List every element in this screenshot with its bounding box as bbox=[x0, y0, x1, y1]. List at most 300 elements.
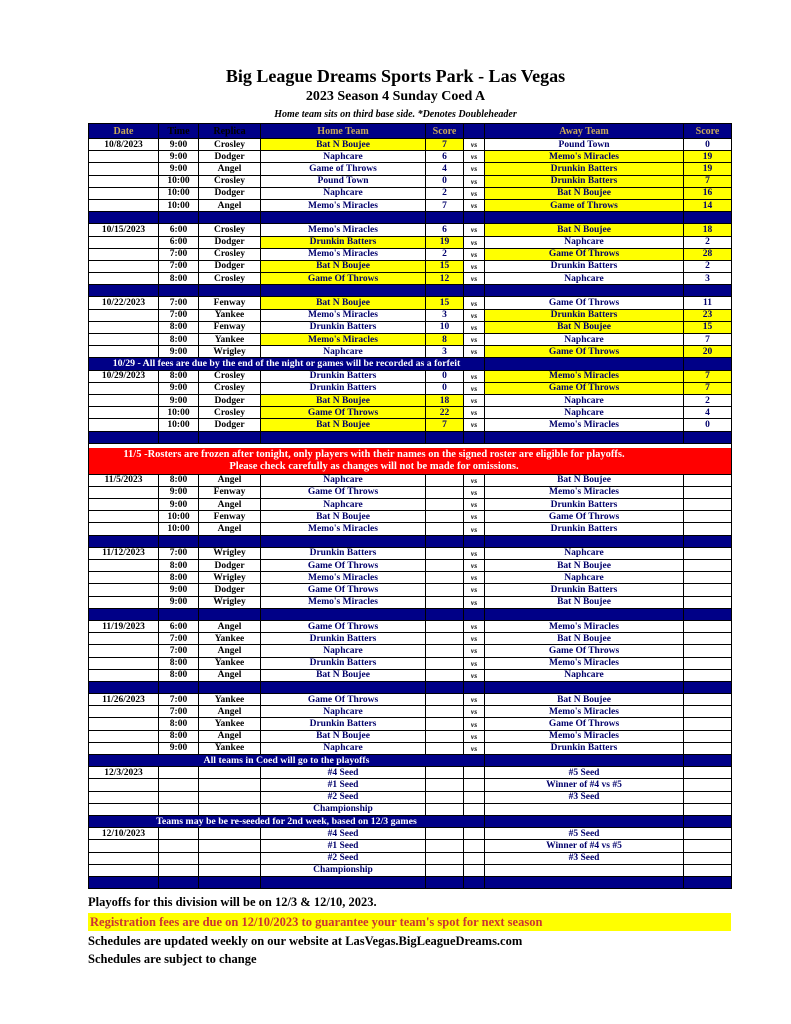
vs-label: vs bbox=[464, 371, 485, 383]
separator-cell bbox=[89, 212, 159, 224]
header-away-team: Away Team bbox=[485, 124, 684, 139]
separator-cell bbox=[426, 432, 464, 444]
date-cell bbox=[89, 706, 159, 718]
header-time: Time bbox=[159, 124, 199, 139]
home-team-cell: Bat N Boujee bbox=[261, 297, 426, 309]
vs-label: vs bbox=[464, 694, 485, 706]
info-banner-text: 10/29 - All fees are due by the end of the night or games will be recorded as a forfeit bbox=[89, 358, 485, 370]
replica-cell bbox=[199, 792, 261, 804]
away-team-cell: Drunkin Batters bbox=[485, 743, 684, 755]
game-row bbox=[89, 706, 732, 718]
replica-cell: Wrigley bbox=[199, 346, 261, 358]
away-score-cell bbox=[684, 767, 732, 779]
time-cell: 10:00 bbox=[159, 200, 199, 212]
away-score-cell bbox=[684, 548, 732, 560]
time-cell: 8:00 bbox=[159, 371, 199, 383]
replica-cell: Fenway bbox=[199, 487, 261, 499]
separator-row bbox=[89, 609, 732, 621]
seed-row bbox=[89, 865, 732, 877]
date-cell bbox=[89, 658, 159, 670]
time-cell: 6:00 bbox=[159, 224, 199, 236]
time-cell: 7:00 bbox=[159, 706, 199, 718]
vs-label: vs bbox=[464, 487, 485, 499]
away-score-cell bbox=[684, 743, 732, 755]
banner-cell bbox=[485, 816, 684, 828]
date-cell bbox=[89, 261, 159, 273]
home-score-cell bbox=[426, 779, 464, 791]
vs-label: vs bbox=[464, 322, 485, 334]
header-away-score: Score bbox=[684, 124, 732, 139]
date-cell bbox=[89, 743, 159, 755]
game-row bbox=[89, 273, 732, 285]
home-score-cell bbox=[426, 767, 464, 779]
replica-cell: Angel bbox=[199, 475, 261, 487]
separator-cell bbox=[485, 877, 684, 889]
vs-label bbox=[464, 804, 485, 816]
away-team-cell bbox=[485, 865, 684, 877]
vs-label: vs bbox=[464, 560, 485, 572]
separator-row bbox=[89, 432, 732, 444]
vs-label: vs bbox=[464, 645, 485, 657]
game-row bbox=[89, 395, 732, 407]
roster-freeze-line: 11/5 -Rosters are frozen after tonight, only players with their names on the signed roster are eligible for playoffs. bbox=[123, 448, 625, 460]
away-score-cell bbox=[684, 828, 732, 840]
vs-label: vs bbox=[464, 249, 485, 261]
home-team-cell: Drunkin Batters bbox=[261, 718, 426, 730]
away-score-cell bbox=[684, 572, 732, 584]
separator-row bbox=[89, 682, 732, 694]
away-score-cell bbox=[684, 792, 732, 804]
separator-cell bbox=[464, 432, 485, 444]
date-cell bbox=[89, 383, 159, 395]
home-score-cell bbox=[426, 475, 464, 487]
game-row bbox=[89, 584, 732, 596]
home-team-cell: Drunkin Batters bbox=[261, 633, 426, 645]
home-team-cell: Drunkin Batters bbox=[261, 371, 426, 383]
date-cell bbox=[89, 523, 159, 535]
time-cell: 6:00 bbox=[159, 621, 199, 633]
away-score-cell bbox=[684, 584, 732, 596]
date-cell bbox=[89, 792, 159, 804]
away-team-cell: Drunkin Batters bbox=[485, 176, 684, 188]
away-team-cell: Game Of Throws bbox=[485, 511, 684, 523]
separator-cell bbox=[464, 212, 485, 224]
game-row bbox=[89, 743, 732, 755]
seed-row bbox=[89, 792, 732, 804]
home-score-cell bbox=[426, 621, 464, 633]
game-row bbox=[89, 383, 732, 395]
home-score-cell bbox=[426, 865, 464, 877]
separator-cell bbox=[199, 609, 261, 621]
home-team-cell: #4 Seed bbox=[261, 767, 426, 779]
time-cell: 7:00 bbox=[159, 249, 199, 261]
vs-label: vs bbox=[464, 151, 485, 163]
separator-cell bbox=[89, 285, 159, 297]
home-score-cell bbox=[426, 548, 464, 560]
header-home-score: Score bbox=[426, 124, 464, 139]
date-cell bbox=[89, 499, 159, 511]
away-team-cell bbox=[485, 804, 684, 816]
away-score-cell bbox=[684, 731, 732, 743]
home-score-cell: 3 bbox=[426, 346, 464, 358]
vs-label: vs bbox=[464, 200, 485, 212]
game-row bbox=[89, 511, 732, 523]
home-team-cell: Game Of Throws bbox=[261, 560, 426, 572]
away-score-cell: 20 bbox=[684, 346, 732, 358]
separator-cell bbox=[89, 877, 159, 889]
home-team-cell: Naphcare bbox=[261, 475, 426, 487]
time-cell: 8:00 bbox=[159, 731, 199, 743]
game-row bbox=[89, 163, 732, 175]
vs-label: vs bbox=[464, 597, 485, 609]
game-row bbox=[89, 487, 732, 499]
time-cell: 9:00 bbox=[159, 395, 199, 407]
time-cell: 8:00 bbox=[159, 475, 199, 487]
time-cell: 8:00 bbox=[159, 718, 199, 730]
separator-cell bbox=[89, 432, 159, 444]
separator-cell bbox=[464, 285, 485, 297]
replica-cell: Yankee bbox=[199, 334, 261, 346]
separator-cell bbox=[199, 285, 261, 297]
away-team-cell: Bat N Boujee bbox=[485, 633, 684, 645]
away-score-cell: 19 bbox=[684, 151, 732, 163]
date-cell bbox=[89, 584, 159, 596]
home-team-cell: Naphcare bbox=[261, 346, 426, 358]
replica-cell: Yankee bbox=[199, 718, 261, 730]
away-score-cell: 7 bbox=[684, 383, 732, 395]
info-banner-text: All teams in Coed will go to the playoffs bbox=[89, 755, 485, 767]
home-score-cell bbox=[426, 633, 464, 645]
roster-freeze-banner bbox=[89, 448, 732, 475]
away-score-cell: 0 bbox=[684, 139, 732, 151]
time-cell: 6:00 bbox=[159, 237, 199, 249]
separator-cell bbox=[89, 682, 159, 694]
separator-cell bbox=[199, 877, 261, 889]
game-row bbox=[89, 475, 732, 487]
date-cell: 11/12/2023 bbox=[89, 548, 159, 560]
home-score-cell bbox=[426, 670, 464, 682]
page-title: Big League Dreams Sports Park - Las Vegas bbox=[225, 66, 566, 86]
vs-label: vs bbox=[464, 395, 485, 407]
replica-cell: Angel bbox=[199, 621, 261, 633]
separator-cell bbox=[261, 285, 426, 297]
replica-cell: Crosley bbox=[199, 273, 261, 285]
game-row bbox=[89, 176, 732, 188]
away-team-cell: Memo's Miracles bbox=[485, 621, 684, 633]
away-team-cell: Drunkin Batters bbox=[485, 523, 684, 535]
away-score-cell: 15 bbox=[684, 322, 732, 334]
home-score-cell bbox=[426, 743, 464, 755]
separator-cell bbox=[89, 609, 159, 621]
home-team-cell: Memo's Miracles bbox=[261, 597, 426, 609]
vs-label: vs bbox=[464, 572, 485, 584]
vs-label bbox=[464, 779, 485, 791]
home-score-cell: 22 bbox=[426, 407, 464, 419]
replica-cell: Yankee bbox=[199, 694, 261, 706]
seed-row bbox=[89, 853, 732, 865]
home-team-cell: Memo's Miracles bbox=[261, 224, 426, 236]
home-score-cell bbox=[426, 718, 464, 730]
home-team-cell: Pound Town bbox=[261, 176, 426, 188]
separator-cell bbox=[159, 682, 199, 694]
home-team-cell: Naphcare bbox=[261, 743, 426, 755]
seed-row bbox=[89, 840, 732, 852]
date-cell bbox=[89, 334, 159, 346]
date-cell bbox=[89, 731, 159, 743]
date-cell bbox=[89, 804, 159, 816]
replica-cell: Dodger bbox=[199, 237, 261, 249]
banner-cell bbox=[485, 358, 684, 370]
replica-cell: Wrigley bbox=[199, 597, 261, 609]
time-cell: 7:00 bbox=[159, 633, 199, 645]
time-cell: 10:00 bbox=[159, 523, 199, 535]
game-row bbox=[89, 523, 732, 535]
away-score-cell bbox=[684, 840, 732, 852]
home-score-cell: 0 bbox=[426, 383, 464, 395]
date-cell bbox=[89, 572, 159, 584]
date-cell bbox=[89, 779, 159, 791]
vs-label: vs bbox=[464, 139, 485, 151]
separator-cell bbox=[485, 682, 684, 694]
date-cell bbox=[89, 865, 159, 877]
home-score-cell: 7 bbox=[426, 200, 464, 212]
separator-cell bbox=[199, 536, 261, 548]
replica-cell: Crosley bbox=[199, 139, 261, 151]
roster-freeze-line: Please check carefully as changes will not be made for omissions. bbox=[229, 460, 519, 472]
time-cell: 10:00 bbox=[159, 511, 199, 523]
date-cell bbox=[89, 597, 159, 609]
separator-cell bbox=[159, 609, 199, 621]
home-score-cell bbox=[426, 645, 464, 657]
away-score-cell: 18 bbox=[684, 224, 732, 236]
time-cell bbox=[159, 779, 199, 791]
separator-cell bbox=[261, 609, 426, 621]
game-row bbox=[89, 718, 732, 730]
replica-cell: Angel bbox=[199, 645, 261, 657]
home-score-cell: 0 bbox=[426, 371, 464, 383]
separator-cell bbox=[684, 432, 732, 444]
home-team-cell: Drunkin Batters bbox=[261, 383, 426, 395]
home-score-cell: 6 bbox=[426, 224, 464, 236]
separator-cell bbox=[261, 877, 426, 889]
replica-cell: Angel bbox=[199, 523, 261, 535]
home-team-cell: Bat N Boujee bbox=[261, 511, 426, 523]
home-score-cell: 8 bbox=[426, 334, 464, 346]
away-team-cell: Memo's Miracles bbox=[485, 419, 684, 431]
separator-cell bbox=[261, 212, 426, 224]
home-score-cell: 3 bbox=[426, 310, 464, 322]
replica-cell: Angel bbox=[199, 499, 261, 511]
away-score-cell bbox=[684, 779, 732, 791]
home-score-cell: 19 bbox=[426, 237, 464, 249]
away-score-cell: 28 bbox=[684, 249, 732, 261]
away-score-cell: 7 bbox=[684, 176, 732, 188]
away-score-cell: 2 bbox=[684, 395, 732, 407]
home-score-cell bbox=[426, 840, 464, 852]
playoffs-note: Playoffs for this division will be on 12/3 & 12/10, 2023. bbox=[88, 895, 377, 910]
away-team-cell: Game Of Throws bbox=[485, 645, 684, 657]
separator-cell bbox=[159, 536, 199, 548]
home-score-cell: 7 bbox=[426, 139, 464, 151]
time-cell bbox=[159, 767, 199, 779]
away-score-cell bbox=[684, 621, 732, 633]
date-cell bbox=[89, 670, 159, 682]
game-row bbox=[89, 334, 732, 346]
home-score-cell bbox=[426, 658, 464, 670]
away-team-cell: Naphcare bbox=[485, 273, 684, 285]
date-cell bbox=[89, 718, 159, 730]
replica-cell: Wrigley bbox=[199, 548, 261, 560]
date-cell bbox=[89, 853, 159, 865]
game-row bbox=[89, 633, 732, 645]
away-score-cell: 4 bbox=[684, 407, 732, 419]
home-score-cell: 15 bbox=[426, 261, 464, 273]
date-cell bbox=[89, 273, 159, 285]
away-team-cell: Drunkin Batters bbox=[485, 584, 684, 596]
home-team-cell: Bat N Boujee bbox=[261, 395, 426, 407]
away-score-cell bbox=[684, 658, 732, 670]
time-cell: 9:00 bbox=[159, 499, 199, 511]
date-cell bbox=[89, 511, 159, 523]
away-team-cell: Game Of Throws bbox=[485, 718, 684, 730]
replica-cell bbox=[199, 865, 261, 877]
vs-label: vs bbox=[464, 237, 485, 249]
away-score-cell bbox=[684, 487, 732, 499]
game-row bbox=[89, 694, 732, 706]
home-team-cell: Drunkin Batters bbox=[261, 658, 426, 670]
home-team-cell: Bat N Boujee bbox=[261, 731, 426, 743]
vs-label: vs bbox=[464, 273, 485, 285]
home-team-cell: Bat N Boujee bbox=[261, 670, 426, 682]
separator-cell bbox=[485, 212, 684, 224]
schedule-rows bbox=[89, 139, 732, 889]
game-row bbox=[89, 188, 732, 200]
separator-row bbox=[89, 285, 732, 297]
game-row bbox=[89, 322, 732, 334]
separator-cell bbox=[261, 432, 426, 444]
home-team-cell: Naphcare bbox=[261, 151, 426, 163]
away-team-cell: Naphcare bbox=[485, 572, 684, 584]
away-team-cell: Naphcare bbox=[485, 670, 684, 682]
separator-row bbox=[89, 877, 732, 889]
vs-label: vs bbox=[464, 743, 485, 755]
banner-cell bbox=[684, 755, 732, 767]
time-cell: 9:00 bbox=[159, 597, 199, 609]
separator-cell bbox=[684, 212, 732, 224]
home-team-cell: Memo's Miracles bbox=[261, 200, 426, 212]
separator-cell bbox=[159, 877, 199, 889]
time-cell: 10:00 bbox=[159, 176, 199, 188]
banner-cell bbox=[485, 755, 684, 767]
away-team-cell: Bat N Boujee bbox=[485, 694, 684, 706]
time-cell: 10:00 bbox=[159, 419, 199, 431]
time-cell: 9:00 bbox=[159, 139, 199, 151]
vs-label: vs bbox=[464, 334, 485, 346]
away-score-cell bbox=[684, 853, 732, 865]
away-score-cell: 16 bbox=[684, 188, 732, 200]
time-cell: 9:00 bbox=[159, 383, 199, 395]
game-row bbox=[89, 346, 732, 358]
away-team-cell: Bat N Boujee bbox=[485, 188, 684, 200]
game-row bbox=[89, 658, 732, 670]
date-cell bbox=[89, 419, 159, 431]
date-cell bbox=[89, 249, 159, 261]
away-team-cell: Memo's Miracles bbox=[485, 706, 684, 718]
away-team-cell: Game Of Throws bbox=[485, 383, 684, 395]
away-team-cell: #5 Seed bbox=[485, 828, 684, 840]
vs-label: vs bbox=[464, 658, 485, 670]
time-cell: 7:00 bbox=[159, 297, 199, 309]
separator-row bbox=[89, 536, 732, 548]
replica-cell: Dodger bbox=[199, 151, 261, 163]
game-row bbox=[89, 548, 732, 560]
replica-cell: Crosley bbox=[199, 176, 261, 188]
away-team-cell: Naphcare bbox=[485, 407, 684, 419]
time-cell: 9:00 bbox=[159, 487, 199, 499]
vs-label: vs bbox=[464, 310, 485, 322]
replica-cell: Crosley bbox=[199, 407, 261, 419]
time-cell bbox=[159, 853, 199, 865]
time-cell: 9:00 bbox=[159, 743, 199, 755]
date-cell: 11/26/2023 bbox=[89, 694, 159, 706]
time-cell bbox=[159, 804, 199, 816]
home-team-cell: Championship bbox=[261, 865, 426, 877]
away-team-cell: Drunkin Batters bbox=[485, 163, 684, 175]
vs-label: vs bbox=[464, 176, 485, 188]
time-cell bbox=[159, 828, 199, 840]
away-team-cell: #3 Seed bbox=[485, 792, 684, 804]
home-team-cell: Bat N Boujee bbox=[261, 419, 426, 431]
away-team-cell: Winner of #4 vs #5 bbox=[485, 840, 684, 852]
home-score-cell bbox=[426, 511, 464, 523]
date-cell bbox=[89, 346, 159, 358]
home-team-cell: Game Of Throws bbox=[261, 584, 426, 596]
game-row bbox=[89, 200, 732, 212]
game-row bbox=[89, 249, 732, 261]
replica-cell: Dodger bbox=[199, 261, 261, 273]
vs-label: vs bbox=[464, 419, 485, 431]
away-team-cell: Drunkin Batters bbox=[485, 499, 684, 511]
website-note: Schedules are updated weekly on our website at LasVegas.BigLeagueDreams.com bbox=[88, 934, 523, 949]
separator-cell bbox=[485, 609, 684, 621]
separator-cell bbox=[684, 877, 732, 889]
game-row bbox=[89, 419, 732, 431]
seed-row bbox=[89, 767, 732, 779]
info-banner-row bbox=[89, 358, 732, 370]
replica-cell: Crosley bbox=[199, 249, 261, 261]
away-team-cell: Memo's Miracles bbox=[485, 487, 684, 499]
vs-label: vs bbox=[464, 163, 485, 175]
game-row bbox=[89, 237, 732, 249]
time-cell: 10:00 bbox=[159, 407, 199, 419]
home-team-cell: #4 Seed bbox=[261, 828, 426, 840]
game-row bbox=[89, 297, 732, 309]
home-team-cell: #2 Seed bbox=[261, 853, 426, 865]
replica-cell: Yankee bbox=[199, 310, 261, 322]
separator-cell bbox=[485, 432, 684, 444]
replica-cell bbox=[199, 853, 261, 865]
home-team-cell: Memo's Miracles bbox=[261, 334, 426, 346]
time-cell bbox=[159, 865, 199, 877]
replica-cell: Angel bbox=[199, 670, 261, 682]
away-team-cell: #5 Seed bbox=[485, 767, 684, 779]
vs-label: vs bbox=[464, 383, 485, 395]
home-team-cell: #1 Seed bbox=[261, 840, 426, 852]
separator-cell bbox=[684, 682, 732, 694]
away-team-cell: Bat N Boujee bbox=[485, 475, 684, 487]
game-row bbox=[89, 371, 732, 383]
away-team-cell: Naphcare bbox=[485, 334, 684, 346]
